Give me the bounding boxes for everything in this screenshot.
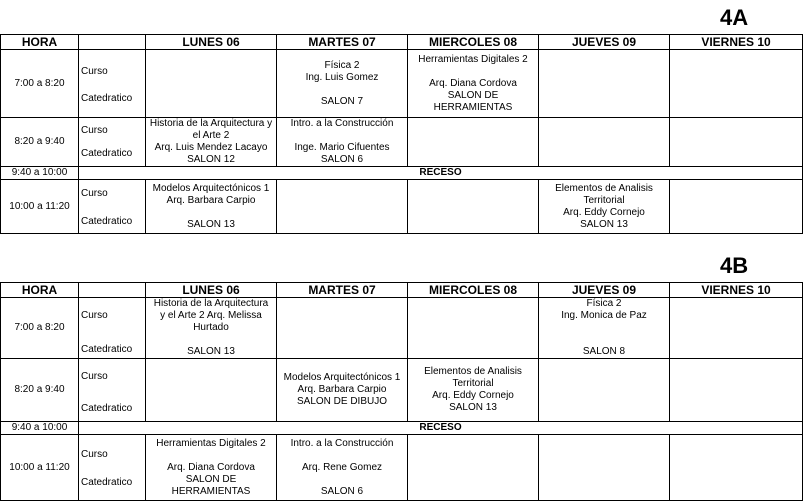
cell-line: Elementos de Analisis xyxy=(424,366,522,377)
header-lunes: LUNES 06 xyxy=(146,35,277,50)
class-cell xyxy=(539,298,670,359)
class-cell xyxy=(146,118,277,167)
cell-line: SALON 13 xyxy=(187,346,235,357)
header-lunes: LUNES 06 xyxy=(146,283,277,298)
schedule-row xyxy=(1,298,803,359)
schedule-table-4a xyxy=(0,34,803,234)
cell-line: SALON 13 xyxy=(449,402,497,413)
header-hora: HORA xyxy=(1,35,79,50)
cell-spacer xyxy=(277,474,407,486)
cell-line: Arq. Barbara Carpio xyxy=(166,194,256,206)
header-blank xyxy=(79,283,146,298)
curso-label: Curso xyxy=(81,125,108,136)
class-cell xyxy=(277,180,408,234)
header-martes: MARTES 07 xyxy=(277,283,408,298)
header-jueves: JUEVES 09 xyxy=(539,283,670,298)
time-slot: 10:00 a 11:20 xyxy=(1,180,79,234)
schedule-title-4b: 4B xyxy=(720,253,749,278)
schedule-row xyxy=(1,435,803,501)
cell-line: Hurtado xyxy=(193,322,229,333)
cell-line: Territorial xyxy=(583,194,625,206)
cell-line: HERRAMIENTAS xyxy=(171,485,251,497)
header-miercoles: MIERCOLES 08 xyxy=(408,283,539,298)
class-cell xyxy=(539,180,670,234)
catedratico-label: Catedratico xyxy=(81,402,133,414)
class-cell xyxy=(670,298,803,359)
class-cell xyxy=(670,359,803,422)
class-cell xyxy=(277,298,408,359)
cell-line: Arq. Rene Gomez xyxy=(301,461,383,473)
class-cell xyxy=(408,118,539,167)
time-slot: 8:20 a 9:40 xyxy=(1,118,79,167)
cell-line: Física 2 xyxy=(586,298,622,309)
cell-line: SALON DE xyxy=(185,473,237,485)
cell-line: Arq. Eddy Cornejo xyxy=(563,206,645,218)
cell-line: Herramientas Digitales 2 xyxy=(156,437,266,449)
row-labels xyxy=(79,359,146,422)
cell-line: SALON 12 xyxy=(187,154,235,165)
cell-spacer xyxy=(277,130,407,142)
catedratico-label: Catedratico xyxy=(81,92,133,104)
cell-line: SALON 6 xyxy=(320,485,364,497)
catedratico-label: Catedratico xyxy=(81,344,133,355)
class-cell xyxy=(277,435,408,501)
row-labels xyxy=(79,180,146,234)
cell-line: Arq. Barbara Carpio xyxy=(297,384,387,395)
time-slot: 10:00 a 11:20 xyxy=(1,435,79,501)
schedule-row xyxy=(1,118,803,167)
schedule-title-4a: 4A xyxy=(720,5,749,30)
cell-line: Modelos Arquitectónicos 1 xyxy=(152,182,270,194)
cell-line: SALON 6 xyxy=(320,154,364,165)
class-cell xyxy=(408,435,539,501)
time-slot: 7:00 a 8:20 xyxy=(1,50,79,118)
catedratico-label: Catedratico xyxy=(81,148,133,159)
cell-line: SALON DE DIBUJO xyxy=(296,396,388,407)
cell-line: Inge. Mario Cifuentes xyxy=(294,142,390,153)
class-cell xyxy=(539,118,670,167)
cell-line: Intro. a la Construcción xyxy=(290,437,394,449)
cell-line: Ing. Monica de Paz xyxy=(561,310,647,321)
schedule-row xyxy=(1,50,803,118)
schedule-table-4b xyxy=(0,282,803,501)
header-viernes: VIERNES 10 xyxy=(670,283,803,298)
cell-line: Arq. Eddy Cornejo xyxy=(432,390,514,401)
class-cell xyxy=(146,50,277,118)
class-cell xyxy=(277,118,408,167)
class-cell xyxy=(146,359,277,422)
cell-line: Intro. a la Construcción xyxy=(290,118,394,129)
cell-line: SALON 8 xyxy=(582,346,626,357)
catedratico-label: Catedratico xyxy=(81,215,133,227)
row-labels xyxy=(79,118,146,167)
cell-line: Historia de la Arquitectura y xyxy=(149,118,273,129)
cell-spacer xyxy=(408,66,538,78)
cell-line: Arq. Diana Cordova xyxy=(429,77,517,89)
cell-line: Herramientas Digitales 2 xyxy=(418,53,528,65)
curso-label: Curso xyxy=(81,187,108,199)
row-labels xyxy=(79,50,146,118)
cell-spacer xyxy=(277,84,407,96)
cell-line: SALON 7 xyxy=(320,95,364,107)
class-cell xyxy=(277,359,408,422)
header-miercoles: MIERCOLES 08 xyxy=(408,35,539,50)
header-viernes: VIERNES 10 xyxy=(670,35,803,50)
cell-spacer xyxy=(146,450,276,462)
class-cell xyxy=(277,50,408,118)
header-hora: HORA xyxy=(1,283,79,298)
header-row xyxy=(1,283,803,298)
cell-line: y el Arte 2 Arq. Melissa xyxy=(160,310,262,321)
time-slot: 7:00 a 8:20 xyxy=(1,298,79,359)
class-cell xyxy=(539,359,670,422)
header-martes: MARTES 07 xyxy=(277,35,408,50)
receso-row xyxy=(1,167,803,180)
cell-line: SALON 13 xyxy=(187,218,235,230)
receso-label: RECESO xyxy=(79,422,803,435)
receso-label: RECESO xyxy=(79,167,803,180)
class-cell xyxy=(539,50,670,118)
class-cell xyxy=(670,435,803,501)
cell-line: Elementos de Analisis xyxy=(555,182,653,194)
cell-spacer xyxy=(277,450,407,462)
curso-label: Curso xyxy=(81,65,108,77)
class-cell xyxy=(146,435,277,501)
receso-time: 9:40 a 10:00 xyxy=(1,422,79,435)
cell-line: HERRAMIENTAS xyxy=(433,101,513,113)
row-labels xyxy=(79,298,146,359)
class-cell xyxy=(670,50,803,118)
cell-line: Territorial xyxy=(452,378,494,389)
time-slot: 8:20 a 9:40 xyxy=(1,359,79,422)
receso-row xyxy=(1,422,803,435)
class-cell xyxy=(670,180,803,234)
class-cell xyxy=(146,298,277,359)
cell-line: el Arte 2 xyxy=(192,130,230,141)
cell-line: Ing. Luis Gomez xyxy=(305,71,379,83)
class-cell xyxy=(408,50,539,118)
header-blank xyxy=(79,35,146,50)
class-cell xyxy=(408,298,539,359)
class-cell xyxy=(408,180,539,234)
cell-spacer xyxy=(146,207,276,219)
curso-label: Curso xyxy=(81,370,108,382)
curso-label: Curso xyxy=(81,448,108,460)
schedule-row xyxy=(1,359,803,422)
cell-spacer xyxy=(539,334,669,346)
cell-line: Arq. Diana Cordova xyxy=(167,461,255,473)
class-cell xyxy=(539,435,670,501)
class-cell xyxy=(670,118,803,167)
cell-spacer xyxy=(539,322,669,334)
cell-line: Arq. Luis Mendez Lacayo xyxy=(154,142,268,153)
header-jueves: JUEVES 09 xyxy=(539,35,670,50)
cell-spacer xyxy=(146,334,276,346)
cell-line: Física 2 xyxy=(324,59,360,71)
receso-time: 9:40 a 10:00 xyxy=(1,167,79,180)
cell-line: SALON 13 xyxy=(580,218,628,230)
cell-line: Historia de la Arquitectura xyxy=(153,298,269,309)
row-labels xyxy=(79,435,146,501)
schedule-row xyxy=(1,180,803,234)
curso-label: Curso xyxy=(81,310,108,321)
class-cell xyxy=(408,359,539,422)
header-row xyxy=(1,35,803,50)
cell-line: SALON DE xyxy=(447,89,499,101)
class-cell xyxy=(146,180,277,234)
catedratico-label: Catedratico xyxy=(81,476,133,488)
cell-line: Modelos Arquitectónicos 1 xyxy=(283,372,401,383)
